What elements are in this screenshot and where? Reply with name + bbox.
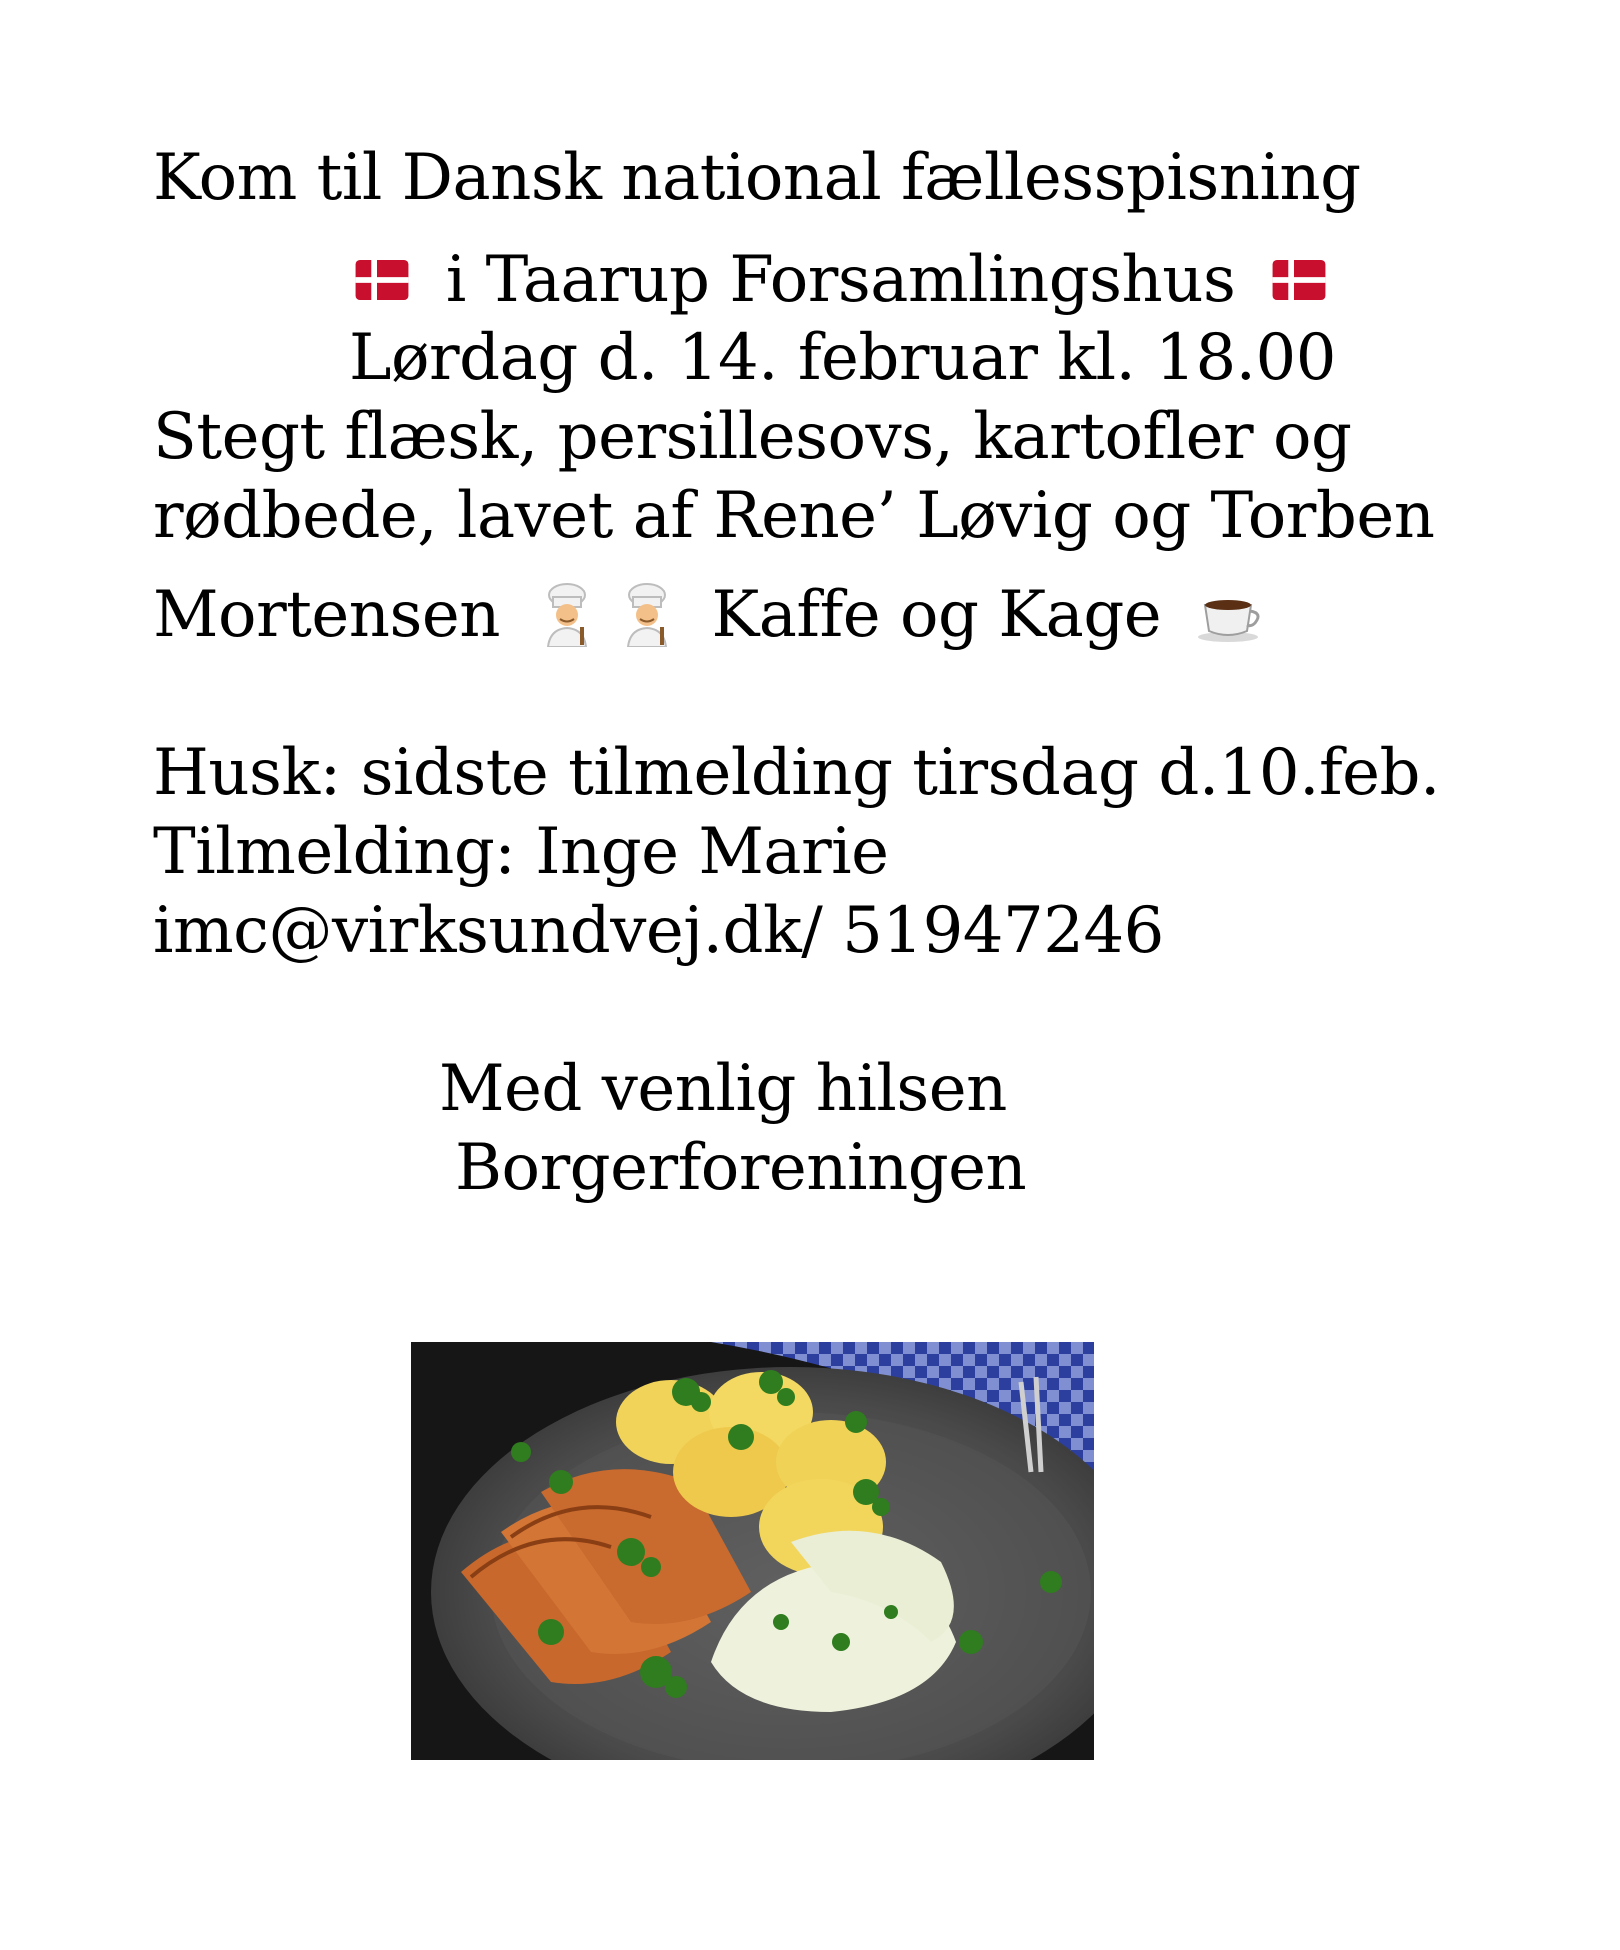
danish-flag-icon [352, 260, 412, 300]
menu-text-1: Stegt flæsk, persillesovs, kartofler og [153, 400, 1352, 474]
menu-line-2 [153, 476, 1434, 556]
menu-line-1 [153, 397, 1351, 477]
headline [153, 138, 1361, 218]
signup-text: Tilmelding: Inge Marie [153, 815, 889, 889]
date-line [349, 318, 1336, 398]
coffee-cup-icon [1195, 591, 1265, 643]
deadline-line [153, 733, 1440, 813]
venue-line [352, 240, 1329, 320]
menu-text-3: Mortensen [153, 578, 500, 652]
headline-text: Kom til Dansk national fællesspisning [153, 141, 1361, 215]
greeting-line [439, 1049, 1007, 1129]
sender-text: Borgerforeningen [455, 1131, 1027, 1205]
danish-flag-icon [1269, 260, 1329, 300]
signup-line [153, 812, 889, 892]
chef-icon [618, 583, 676, 647]
menu-line-3 [153, 575, 1265, 655]
chef-icon [538, 583, 596, 647]
food-photo-illustration [411, 1342, 1094, 1760]
venue-text: i Taarup Forsamlingshus [445, 243, 1236, 317]
date-text: Lørdag d. 14. februar kl. 18.00 [349, 321, 1336, 395]
food-photo [411, 1342, 1094, 1760]
greeting-text: Med venlig hilsen [439, 1052, 1007, 1126]
menu-text-2: rødbede, lavet af Rene’ Løvig og Torben [153, 479, 1435, 553]
sender-line [455, 1128, 1026, 1208]
contact-text: imc@virksundvej.dk/ 51947246 [153, 894, 1164, 968]
contact-line [153, 891, 1164, 971]
deadline-text: Husk: sidste tilmelding tirsdag d.10.feb. [153, 736, 1440, 810]
menu-text-4: Kaffe og Kage [711, 578, 1162, 652]
